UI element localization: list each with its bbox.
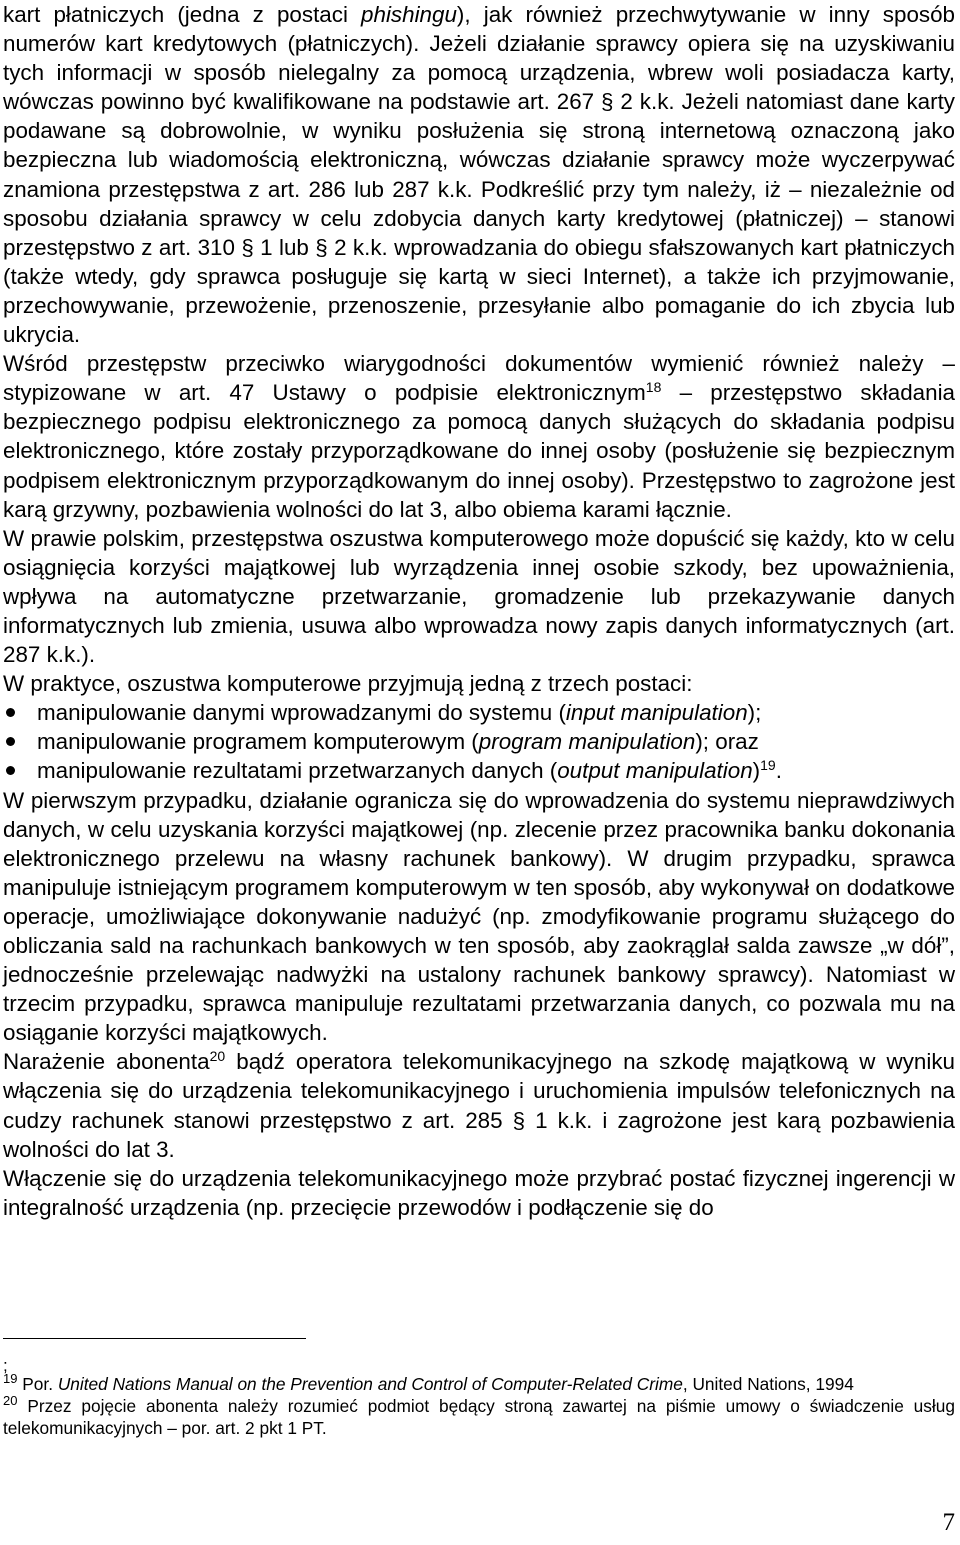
list-item-term: output manipulation (557, 758, 753, 784)
footnote-text: Por. (17, 1374, 58, 1394)
body-text (3, 0, 955, 1222)
paragraph-computer-fraud: W prawie polskim, przestępstwa oszustwa komputerowego może dopuścić się każdy, kto w celu osiągnięcia korzyści majątkowej lub wyrządzenia innej osobie szkody, bez upoważnienia, wpływa na automatyczne przetwarzanie, gromadzenie lub przekazywanie danych informatycznych lub zmienia, usuwa albo wprowadza nowy zapis danych informatycznych (art. 287 k.k.). (3, 525, 955, 668)
footnote-number: 19 (3, 1371, 18, 1386)
footnote-text: Przez pojęcie abonenta należy rozumieć podmiot będący stroną zawartej na piśmie umowy o świadczenie usług telekomunikacyjnych – por. art. 2 pkt 1 PT. (3, 1396, 955, 1438)
list-item (3, 698, 955, 727)
footnote-separator (3, 1338, 306, 1339)
list-item-text: ); (747, 700, 762, 726)
paragraph-text: bądź operatora telekomunikacyjnego na szkodę majątkową w wyniku włączenia się do urządzenia telekomunikacyjnego i uruchomienia impulsów telefonicznych na cudzy rachunek stanowi przestępstwo z art. 285 § 1 k.k. i zagrożone jest karą pozbawienia wolności do lat 3. (3, 1049, 955, 1162)
list-item-text: manipulowanie danymi wprowadzanymi do systemu ( (37, 700, 566, 726)
footnote-ref-18[interactable]: 18 (645, 379, 662, 396)
footnote-ref-19[interactable]: 19 (760, 757, 776, 774)
list-item-text: manipulowanie programem komputerowym ( (37, 729, 479, 755)
paragraph-card-fraud (3, 0, 955, 349)
page-number: 7 (942, 1509, 955, 1536)
footnote-19 (3, 1373, 955, 1395)
paragraph-fraud-explanation: W pierwszym przypadku, działanie ogranicza się do wprowadzenia do systemu nieprawdziwych danych, w celu uzyskania korzyści majątkowej (np. zlecenie przez pracownika banku dokonania elektronicznego przelewu na własny rachunek bankowy). W drugim przypadku, sprawca manipuluje istniejącym programem komputerowym w ten sposób, aby wykonywał on dodatkowe operacje, umożliwiające dokonywanie nadużyć (np. zmodyfikowanie programu służącego do obliczania sald na rachunkach bankowych w ten sposób, aby zaokrąglał salda zawsze „w dół”, jednocześnie przelewając nadwyżki na ustalony rachunek bankowy sprawcy). Natomiast w trzecim przypadku, sprawca manipuluje rezultatami przetwarzania danych, co pozwala mu na osiąganie korzyści majątkowych. (3, 787, 955, 1046)
paragraph-text: – przestępstwo składania bezpiecznego podpisu elektronicznego za pomocą danych służących do składania podpisu elektronicznego, które zostały przyporządkowane do innej osoby (posłużenie się bezpiecznym podpisem elektronicznym przyporządkowanym do innej osoby). Przestępstwo to zagrożone jest karą grzywny, pozbawienia wolności do lat 3, albo obiema karami łącznie. (3, 380, 955, 522)
footnote-text: , United Nations, 1994 (682, 1374, 854, 1394)
footnote-title: United Nations Manual on the Prevention and Control of Computer-Related Crime (57, 1374, 683, 1394)
list-item-text: ); oraz (695, 729, 759, 755)
paragraph-telecom-connection: Włączenie się do urządzenia telekomunikacyjnego może przybrać postać fizycznej ingerencji w integralność urządzenia (np. przecięcie przewodów i podłączenie się do (3, 1165, 955, 1220)
paragraph-text: ), jak również przechwytywanie w inny sposób numerów kart kredytowych (płatniczych). Jeżeli działanie sprawcy opiera się na uzyskiwaniu tych informacji w sposób nielegalny za pomocą urządzenia, wbrew woli posiadacza karty, wówczas powinno być kwalifikowane na podstawie art. 267 § 2 k.k. Jeżeli natomiast dane karty podawane są dobrowolnie, w wyniku posłużenia się stroną internetową oznaczoną jako bezpieczna lub wiadomością elektroniczną, wówczas działanie sprawcy może wyczerpywać znamiona przestępstwa z art. 286 lub 287 k.k. Podkreślić przy tym należy, iż – niezależnie od sposobu działania sprawcy w celu zdobycia danych karty kredytowej (płatniczej) – stanowi przestępstwo z art. 310 § 1 lub § 2 k.k. wprowadzania do obiegu sfałszowanych kart płatniczych (także wtedy, gdy sprawca posługuje się kartą w sieci Internet), a także ich przyjmowanie, przechowywanie, przewożenie, przenoszenie, przesyłanie albo pomaganie do ich zbycia lub ukrycia. (3, 2, 955, 348)
list-item-text: ) (752, 758, 761, 784)
footnotes (3, 1356, 955, 1439)
paragraph-electronic-signature (3, 349, 955, 524)
paragraph-subscriber-exposure (3, 1047, 955, 1163)
paragraph-text: Wśród przestępstw przeciwko wiarygodności dokumentów wymienić również należy – stypizowane w art. 47 Ustawy o podpisie elektronicznym (3, 351, 955, 406)
list-item (3, 727, 955, 756)
list-item (3, 756, 955, 785)
footnote-mark: ; (3, 1356, 8, 1375)
fraud-forms-list (3, 698, 955, 785)
paragraph-list-intro: W praktyce, oszustwa komputerowe przyjmują jedną z trzech postaci: (3, 671, 693, 697)
phishing-term: phishingu (361, 2, 457, 27)
paragraph-text: Narażenie abonenta (3, 1049, 210, 1075)
footnote-20 (3, 1395, 955, 1439)
list-item-text: . (775, 758, 782, 784)
list-item-term: program manipulation (478, 729, 696, 755)
footnote-ref-20[interactable]: 20 (209, 1048, 226, 1065)
list-item-term: input manipulation (565, 700, 748, 726)
list-item-text: manipulowanie rezultatami przetwarzanych danych ( (37, 758, 558, 784)
footnote-number: 20 (3, 1393, 18, 1408)
paragraph-text: kart płatniczych (jedna z postaci (3, 2, 362, 27)
